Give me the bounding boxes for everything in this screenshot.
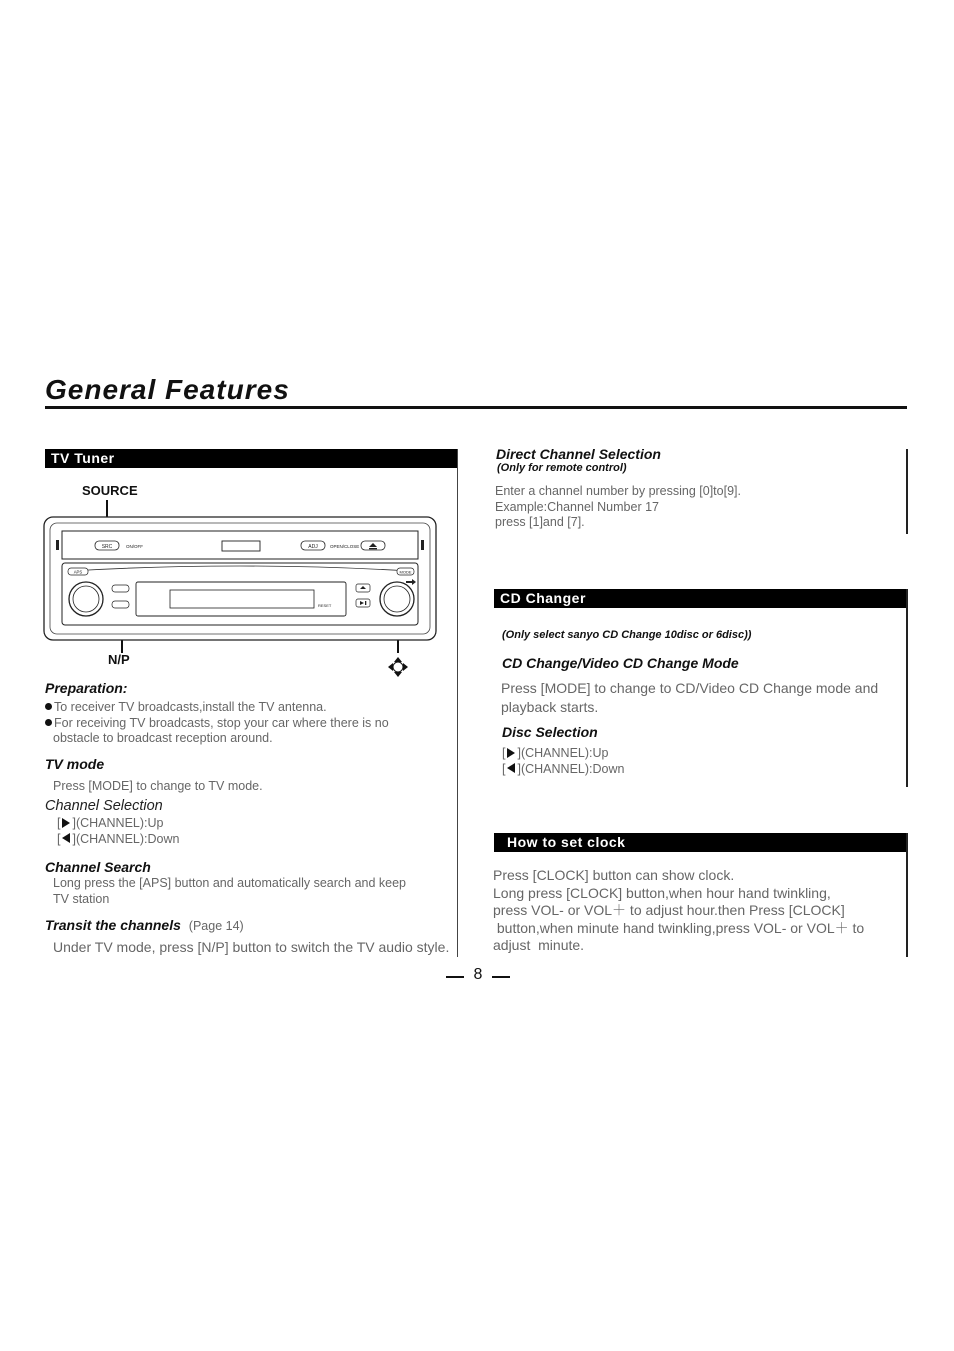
left-column-rule bbox=[457, 449, 458, 957]
page-number-dash-left bbox=[446, 976, 464, 978]
disc-selection-list bbox=[502, 746, 624, 777]
small-button-1 bbox=[112, 585, 129, 592]
channel-down-line: [ ](CHANNEL):Down bbox=[57, 831, 180, 846]
preparation-bullet-2-cont: obstacle to broadcast reception around. bbox=[53, 731, 273, 745]
play-right-icon bbox=[62, 818, 70, 828]
disc-up-line: [ ](CHANNEL):Up bbox=[502, 746, 609, 760]
tv-tuner-header: TV Tuner bbox=[45, 449, 458, 468]
panel-latch-left bbox=[56, 540, 59, 550]
direct-channel-heading: Direct Channel Selection bbox=[496, 446, 661, 462]
channel-selection-list bbox=[57, 816, 179, 847]
disc-selection-heading: Disc Selection bbox=[502, 724, 598, 740]
page-number: 8 bbox=[446, 966, 510, 984]
adj-button-label: ADJ bbox=[308, 544, 318, 550]
transit-heading: Transit the channels (Page 14) bbox=[45, 917, 244, 933]
page-title: General Features bbox=[45, 374, 290, 405]
transit-text: Under TV mode, press [N/P] button to switch the TV audio style. bbox=[53, 939, 450, 955]
direct-channel-subheading: (Only for remote control) bbox=[497, 462, 627, 474]
direct-channel-rule bbox=[906, 449, 908, 534]
bullet-icon bbox=[45, 703, 52, 710]
aps-button-label: APS bbox=[73, 569, 83, 575]
tv-mode-heading: TV mode bbox=[45, 756, 105, 772]
joystick-icon bbox=[388, 657, 408, 677]
source-callout: SOURCE bbox=[82, 483, 138, 498]
play-right-icon bbox=[507, 748, 515, 758]
bullet-icon bbox=[45, 719, 52, 726]
cd-mode-heading: CD Change/Video CD Change Mode bbox=[502, 655, 739, 671]
on-off-label: ON/OFF bbox=[126, 544, 143, 549]
preparation-heading: Preparation: bbox=[45, 680, 128, 696]
top-display-window bbox=[222, 541, 260, 551]
panel-latch-right bbox=[421, 540, 424, 550]
clock-rule bbox=[906, 833, 908, 957]
play-left-icon bbox=[62, 833, 70, 843]
transit-page-ref: (Page 14) bbox=[188, 919, 244, 933]
src-button-label: SRC bbox=[101, 544, 113, 550]
channel-search-heading: Channel Search bbox=[45, 859, 151, 875]
np-callout: N/P bbox=[108, 652, 130, 667]
play-left-icon bbox=[507, 763, 515, 773]
channel-selection-heading: Channel Selection bbox=[45, 798, 163, 814]
open-close-label: OPEN/CLOSE bbox=[330, 544, 360, 549]
main-display-window bbox=[170, 590, 314, 608]
cd-changer-header: CD Changer bbox=[494, 589, 908, 608]
preparation-bullet-1: To receiver TV broadcasts,install the TV antenna. bbox=[45, 700, 389, 716]
np-button bbox=[112, 601, 129, 608]
title-rule bbox=[45, 406, 907, 409]
head-unit-diagram bbox=[40, 495, 440, 685]
channel-up-line: [ ](CHANNEL):Up bbox=[57, 816, 164, 830]
preparation-list bbox=[45, 700, 389, 747]
cd-changer-rule bbox=[906, 589, 908, 787]
tv-mode-text: Press [MODE] to change to TV mode. bbox=[53, 779, 263, 793]
preparation-bullet-2: For receiving TV broadcasts, stop your car where there is no bbox=[45, 716, 389, 732]
direct-channel-text: Enter a channel number by pressing [0]to[9]. Example:Channel Number 17 press [1]and [7]. bbox=[495, 484, 741, 529]
clock-header: How to set clock bbox=[494, 833, 908, 852]
cd-mode-text: Press [MODE] to change to CD/Video CD Change mode and playback starts. bbox=[501, 680, 879, 715]
mode-button-label: MODE bbox=[399, 569, 412, 575]
clock-text: Press [CLOCK] button can show clock. Long press [CLOCK] button,when hour hand twinkling, press VOL- or VOL＋ to adjust hour.then Press [CLOCK] button,when minute hand twinkling,press VOL- or VOL＋ to adjust minute. bbox=[493, 867, 865, 953]
cd-changer-note: (Only select sanyo CD Change 10disc or 6disc)) bbox=[502, 629, 752, 641]
reset-label: RESET bbox=[318, 603, 332, 608]
disc-down-line: [ ](CHANNEL):Down bbox=[502, 761, 625, 776]
channel-search-text: Long press the [APS] button and automatically search and keep TV station bbox=[53, 876, 407, 906]
page-number-dash-right bbox=[492, 976, 510, 978]
